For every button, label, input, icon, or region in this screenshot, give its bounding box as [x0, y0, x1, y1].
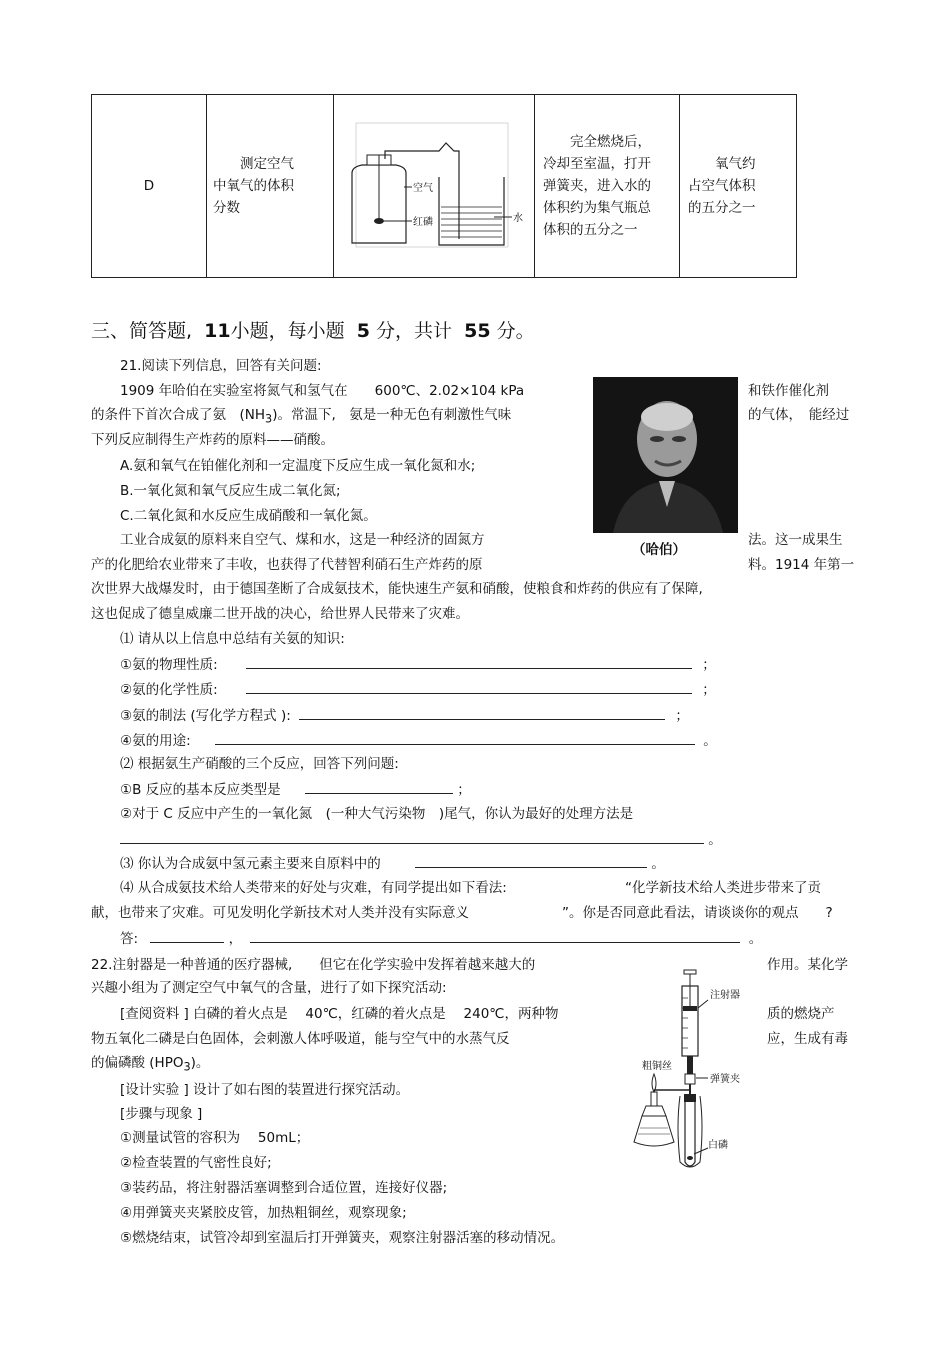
q21-s2-1: ①B 反应的基本反应类型是 ； — [120, 779, 471, 800]
q21-p1a: 1909 年哈伯在实验室将氮气和氢气在 600℃、2.02×104 kPa — [120, 383, 525, 399]
q21-s2-2-answer: 。 — [120, 829, 722, 850]
label-copper-wire: 粗铜丝 — [642, 1061, 672, 1072]
q21-p2c: 次世界大战爆发时，由于德国垄断了合成氨技术，能快速生产氨和硝酸，使粮食和炸药的供应有了保障, — [91, 581, 703, 597]
table-row — [92, 95, 797, 278]
q21-s2: ⑵ 根据氨生产硝酸的三个反应，回答下列问题: — [120, 756, 399, 772]
haber-portrait-image — [593, 377, 738, 533]
q21-s1-1: ①氨的物理性质: ； — [120, 654, 716, 675]
answer-blank-opinion[interactable] — [250, 928, 740, 943]
label-air: 空气 — [413, 183, 433, 194]
answer-blank-agree[interactable] — [150, 928, 224, 943]
label-white-phosphorus: 白磷 — [708, 1140, 728, 1151]
q21-p2b: 产的化肥给农业带来了丰收，也获得了代替智利硝石生产炸药的原 — [91, 557, 483, 573]
label-water: 水 — [513, 213, 523, 224]
air-oxygen-apparatus — [334, 121, 534, 251]
q22-p2: 兴趣小组为了测定空气中氧气的含量，进行了如下探究活动: — [91, 980, 447, 996]
q21-p2b-right: 料。1914 年第一 — [748, 557, 855, 573]
q22-design: [设计实验 ] 设计了如右图的装置进行探究活动。 — [120, 1082, 410, 1098]
q22-p5: 的偏磷酸 $(HPO_3)$。 — [91, 1055, 210, 1074]
q22-step-3: ③装药品，将注射器活塞调整到合适位置，连接好仪器; — [120, 1180, 448, 1196]
q21-reaction-b: B.一氧化氮和氧气反应生成二氧化氮; — [120, 483, 341, 499]
conclusion-cell — [680, 95, 797, 278]
q22-step-5: ⑤燃烧结束，试管冷却到室温后打开弹簧夹，观察注射器活塞的移动情况。 — [120, 1230, 565, 1246]
q21-reaction-c: C.二氧化氮和水反应生成硝酸和一氧化氮。 — [120, 508, 377, 524]
label-syringe: 注射器 — [710, 990, 740, 1001]
answer-blank-physical[interactable] — [246, 654, 692, 669]
answer-blank-chemical[interactable] — [246, 679, 692, 694]
answer-blank-treatment[interactable] — [120, 829, 704, 844]
q21-s4a: ⑷ 从合成氨技术给人类带来的好处与灾难，有同学提出如下看法: — [120, 880, 507, 896]
purpose-cell — [207, 95, 334, 278]
q21-p2d: 这也促成了德皇威廉二世开战的决心，给世界人民带来了灾难。 — [91, 606, 469, 622]
q21-s1: ⑴ 请从以上信息中总结有关氨的知识: — [120, 631, 345, 647]
answer-blank-reaction-type[interactable] — [305, 779, 453, 794]
q21-s2-2: ②对于 C 反应中产生的一氧化氮 (一种大气污染物 )尾气，你认为最好的处理方法是 — [120, 806, 634, 822]
q21-p2a: 工业合成氨的原料来自空气、煤和水，这是一种经济的固氮方 — [120, 532, 485, 548]
q22-step-4: ④用弹簧夹夹紧胶皮管，加热粗铜丝，观察现象; — [120, 1205, 407, 1221]
q21-answer: 答: ， 。 — [120, 928, 762, 949]
q21-p1b: 的条件下首次合成了氨 $(NH_3)$。常温下, 氨是一种无色有刺激性气味 — [91, 407, 512, 426]
conclusion-text: 氧气约占空气体积的五分之一 — [688, 156, 756, 216]
q21-s4b: 献，也带来了灾难。可见发明化学新技术对人类并没有实际意义 — [91, 905, 469, 921]
answer-blank-equation[interactable] — [299, 705, 665, 720]
q21-p1b-right: 的气体， 能经过 — [748, 407, 850, 423]
syringe-apparatus-figure — [628, 966, 746, 1176]
phenomenon-text: 完全燃烧后，冷却至室温，打开弹簧夹，进入水的体积约为集气瓶总体积的五分之一 — [543, 134, 651, 238]
phenomenon-cell — [535, 95, 680, 278]
syringe-apparatus-diagram — [628, 966, 746, 1176]
q22-steps-heading: [步骤与现象 ] — [120, 1106, 203, 1122]
answer-blank-hydrogen-source[interactable] — [415, 853, 647, 868]
q22-p3: [查阅资料 ] 白磷的着火点是 40℃，红磷的着火点是 240℃，两种物 — [120, 1006, 559, 1022]
q21-s1-2: ②氨的化学性质: ； — [120, 679, 716, 700]
option-cell: D — [92, 95, 207, 278]
q21-s1-3: ③氨的制法 (写化学方程式 ): ； — [120, 705, 689, 726]
q21-s4b-right: ”。你是否同意此看法，请谈谈你的观点 ? — [562, 905, 833, 921]
q22-step-2: ②检查装置的气密性良好; — [120, 1155, 272, 1171]
answer-blank-uses[interactable] — [215, 730, 695, 745]
q22-p1: 22.注射器是一种普通的医疗器械, 但它在化学实验中发挥着越来越大的 — [91, 957, 536, 973]
q22-p3-right: 质的燃烧产 — [767, 1006, 835, 1022]
q21-s4a-right: “化学新技术给人类进步带来了贡 — [625, 880, 821, 896]
q22-p1-right: 作用。某化学 — [767, 957, 848, 973]
q22-step-1: ①测量试管的容积为 50mL； — [120, 1130, 310, 1146]
q21-s3: ⑶ 你认为合成氨中氢元素主要来自原料中的 。 — [120, 853, 665, 874]
q21-intro: 21.阅读下列信息，回答有关问题: — [120, 358, 322, 374]
experiment-table — [91, 94, 797, 278]
q21-p1a-right: 和铁作催化剂 — [748, 383, 829, 399]
purpose-text: 测定空气中氧气的体积分数 — [213, 156, 294, 216]
haber-photo-caption: （哈伯） — [632, 542, 686, 558]
q21-reaction-a: A.氨和氧气在铂催化剂和一定温度下反应生成一氧化氮和水; — [120, 458, 476, 474]
label-red-phosphorus: 红磷 — [413, 217, 433, 228]
q22-p4: 物五氧化二磷是白色固体，会刺激人体呼吸道，能与空气中的水蒸气反 — [91, 1031, 510, 1047]
apparatus-cell — [334, 95, 535, 278]
q21-s1-4: ④氨的用途: 。 — [120, 730, 717, 751]
q22-p4-right: 应，生成有毒 — [767, 1031, 848, 1047]
section-title: 三、简答题, 11小题，每小题 5 分，共计 55 分。 — [91, 320, 535, 342]
haber-photo — [593, 377, 738, 533]
q21-p1c: 下列反应制得生产炸药的原料——硝酸。 — [91, 432, 334, 448]
label-spring-clip: 弹簧夹 — [710, 1074, 740, 1085]
q21-p2a-right: 法。这一成果生 — [748, 532, 843, 548]
